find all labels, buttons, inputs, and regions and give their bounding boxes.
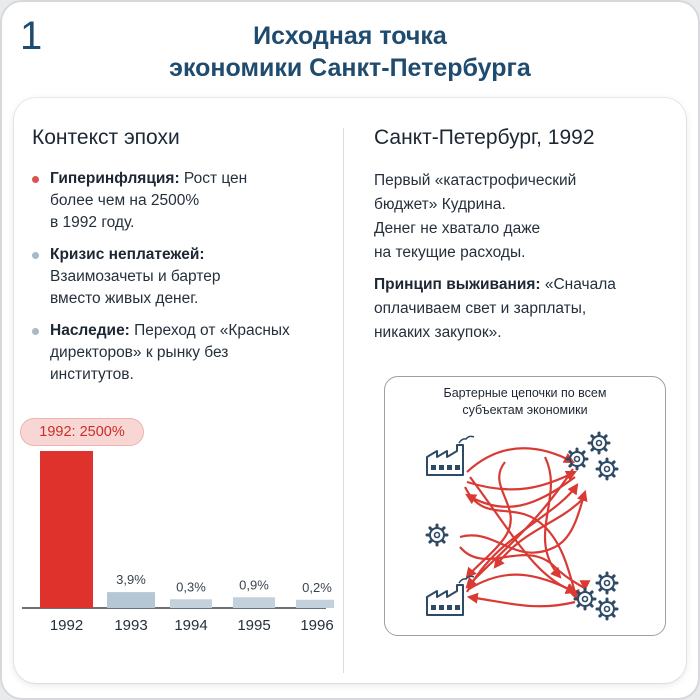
data-label: 0,2%: [302, 579, 332, 595]
bar-1996: [296, 600, 334, 608]
para-budget-1: Первый «катастрофический: [374, 172, 577, 189]
bullet-text: институтов.: [50, 366, 134, 383]
data-label: 0,9%: [239, 577, 269, 593]
title-line-1: Исходная точка: [253, 22, 447, 50]
bullet-dot: [32, 176, 39, 183]
barter-diagram: [384, 376, 666, 636]
para-survival-2: оплачиваем свет и зарплаты,: [374, 300, 587, 317]
para-survival-3: никаких закупок».: [374, 324, 502, 341]
bullet-nonpayment: [32, 244, 337, 310]
x-tick-label: 1992: [49, 617, 84, 634]
bullet-bold: Гиперинфляция:: [50, 170, 180, 187]
barter-title-line-2: субъектам экономики: [462, 403, 588, 417]
gear-icon: [597, 573, 617, 593]
barter-title-line-1: Бартерные цепочки по всем: [443, 386, 607, 400]
bullet-text: в 1992 году.: [50, 214, 135, 231]
para-budget-2: бюджет» Кудрина.: [374, 196, 506, 213]
spb-description: [374, 170, 674, 346]
x-tick-label: 1996: [300, 617, 334, 634]
para-survival-1: [374, 274, 674, 296]
bullet-dot: [32, 252, 39, 259]
x-tick-label: 1994: [174, 617, 208, 634]
left-heading: Контекст эпохи: [32, 126, 180, 149]
bullet-bold: Наследие:: [50, 322, 130, 339]
bullet-text: директоров» к рынку без: [50, 344, 229, 361]
right-heading: Санкт-Петербург, 1992: [374, 126, 595, 149]
bullet-text: более чем на 2500%: [50, 192, 200, 209]
bar-1993: [107, 592, 155, 608]
bullet-dot: [32, 328, 39, 335]
gear-icon: [597, 599, 617, 619]
highlight-badge: 1992: 2500%: [20, 418, 144, 446]
page-title: [90, 20, 610, 84]
bar-1994: [170, 599, 212, 608]
gear-icon: [597, 459, 617, 479]
bar-1992: [40, 451, 93, 608]
gear-icon: [589, 433, 609, 453]
factory-icon: [427, 436, 474, 475]
bullet-text: Переход от «Красных: [129, 322, 290, 339]
bullet-hyperinflation: [32, 168, 337, 234]
x-tick-label: 1995: [237, 617, 271, 634]
bar-1995: [233, 597, 275, 608]
gear-icon: [575, 589, 595, 609]
data-label: 3,9%: [116, 572, 146, 588]
bullet-text: Взаимозачеты и бартер: [50, 268, 221, 285]
bullet-text: вместо живых денег.: [50, 290, 199, 307]
gear-icon: [427, 525, 447, 545]
x-tick-label: 1993: [114, 617, 148, 634]
para-money-2: на текущие расходы.: [374, 244, 526, 261]
context-bullets: [32, 168, 337, 396]
title-line-2: экономики Санкт-Петербурга: [169, 54, 531, 82]
survival-text: «Сначала: [540, 276, 616, 293]
para-money-1: Денег не хватало даже: [374, 220, 541, 237]
column-divider: [343, 128, 344, 673]
bullet-bold: Кризис неплатежей:: [50, 246, 205, 263]
bullet-legacy: [32, 320, 337, 386]
barter-network: [385, 377, 667, 637]
data-label: 0,3%: [176, 579, 206, 595]
gear-icon: [567, 449, 587, 469]
bullet-text: Рост цен: [179, 170, 248, 187]
survival-label: Принцип выживания:: [374, 276, 541, 293]
slide-number: 1: [20, 14, 43, 58]
factory-icon: [427, 576, 474, 615]
